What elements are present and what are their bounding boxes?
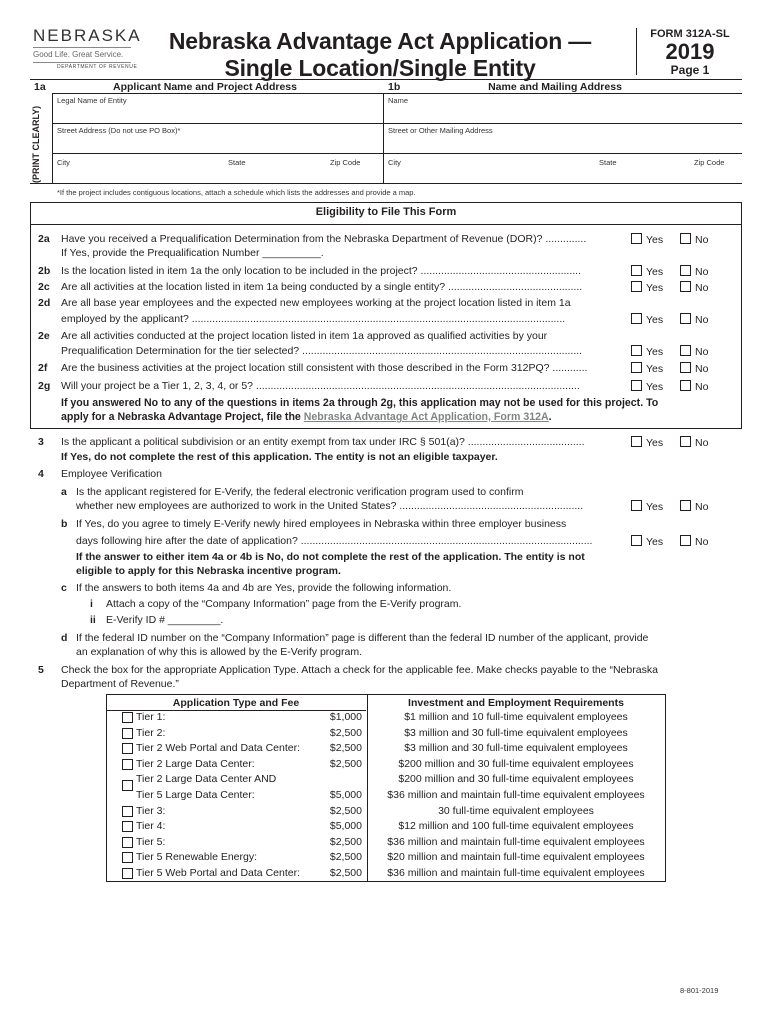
q4a-letter: a [61, 486, 67, 498]
yes-label: Yes [646, 314, 664, 326]
investment-requirement: $3 million and 30 full-time equivalent employees [404, 742, 628, 755]
yes-label: Yes [646, 282, 664, 294]
application-type-checkbox[interactable] [122, 743, 133, 754]
application-type-checkbox[interactable] [122, 806, 133, 817]
q4b-text-2: days following hire after the date of application? .................................................................................................... [76, 535, 593, 547]
q2a-no-checkbox[interactable] [680, 233, 691, 244]
yes-label: Yes [646, 346, 664, 358]
q4d-text-1: If the federal ID number on the “Company Information” page is different than the federal ID number of the applicant, provide [76, 632, 649, 644]
q2b-yes-checkbox[interactable] [631, 265, 642, 276]
q4a-text-2: whether new employees are authorized to work in the United States? ............................................................... [76, 500, 584, 512]
application-fee: $2,500 [329, 804, 362, 817]
q2f-text: Are the business activities at the project location still consistent with those described in the Form 312PQ? ............ [61, 362, 588, 374]
investment-requirement: $36 million and maintain full-time equivalent employees [387, 789, 645, 801]
application-type-label: Tier 1: [136, 711, 166, 723]
q2g-text: Will your project be a Tier 1, 2, 3, 4, or 5? ............................................................................................................... [61, 380, 580, 392]
q2d-yes[interactable] [631, 313, 663, 326]
section-1a-heading: Applicant Name and Project Address [113, 81, 297, 93]
q4c-ii-text: E-Verify ID # _________. [106, 614, 224, 626]
state-label-1a: State [228, 158, 246, 167]
q5-text-1: Check the box for the appropriate Application Type. Attach a check for the applicable fee. Make checks payable to the “Nebraska [61, 664, 658, 676]
investment-requirement: 30 full-time equivalent employees [438, 804, 594, 817]
investment-requirement: $12 million and 100 full-time equivalent employees [398, 820, 634, 833]
investment-requirement: $200 million and 30 full-time equivalent employees [398, 773, 634, 786]
q2g-yes[interactable] [631, 380, 663, 393]
city-label-1a: City [57, 158, 70, 167]
q2c-text: Are all activities at the location listed in item 1a being conducted by a single entity? .............................................. [61, 281, 583, 293]
q4a-text-1: Is the applicant registered for E-Verify, the federal electronic verification program used to confirm [76, 486, 524, 498]
q4a-no[interactable] [680, 500, 708, 513]
eligibility-warning-1: If you answered No to any of the questions in items 2a through 2g, this application may not be used for this project. To [61, 397, 659, 409]
form-year: 2019 [665, 39, 715, 64]
row2-rule [52, 153, 742, 154]
fee-col-type-header: Application Type and Fee [172, 697, 300, 709]
q3-yes[interactable] [631, 436, 663, 449]
q2e-no[interactable] [680, 345, 708, 358]
q5-text-2: Department of Revenue.” [61, 678, 179, 690]
q4c-i-text: Attach a copy of the “Company Information” page from the E-Verify program. [106, 598, 462, 610]
q2f-no[interactable] [680, 362, 708, 375]
q4b-text-1: If Yes, do you agree to timely E-Verify newly hired employees in Nebraska within three employer business [76, 518, 567, 530]
q2d-text-1: Are all base year employees and the expected new employees working at the project location listed in item 1a [61, 297, 571, 309]
application-type-label: Tier 2 Web Portal and Data Center: [136, 742, 300, 755]
q4a-no-checkbox[interactable] [680, 500, 691, 511]
header-divider [636, 28, 637, 75]
q2d-no-checkbox[interactable] [680, 313, 691, 324]
investment-requirement: $20 million and maintain full-time equivalent employees [387, 851, 645, 864]
q4-number: 4 [38, 468, 44, 480]
city-state-zip-field-1a[interactable] [53, 168, 382, 182]
yes-label: Yes [646, 266, 664, 278]
q4b-no[interactable] [680, 535, 708, 548]
q2a-yes[interactable] [631, 233, 663, 246]
application-type-label: Tier 2 Large Data Center: [136, 757, 255, 770]
investment-requirement: $36 million and maintain full-time equivalent employees [387, 835, 645, 848]
q2g-yes-checkbox[interactable] [631, 380, 642, 391]
application-type-checkbox[interactable] [122, 728, 133, 739]
application-type-label: Tier 5 Web Portal and Data Center: [136, 867, 300, 879]
application-fee: $2,500 [329, 867, 362, 879]
application-type-checkbox[interactable] [122, 759, 133, 770]
q2e-number: 2e [38, 330, 50, 342]
yes-label: Yes [646, 234, 664, 246]
application-type-checkbox[interactable] [122, 780, 133, 791]
q4d-letter: d [61, 632, 68, 644]
q2f-number: 2f [38, 362, 48, 374]
application-fee: $1,000 [329, 711, 362, 723]
no-label: No [695, 282, 709, 294]
q2d-text-2: employed by the applicant? ................................................................................................................................ [61, 313, 566, 325]
application-type-label: Tier 2 Large Data Center AND [136, 773, 277, 786]
section1-top-rule [30, 79, 742, 80]
address-footnote: *If the project includes contiguous locations, attach a schedule which lists the addresses and provide a map. [57, 188, 416, 197]
q2a-number: 2a [38, 233, 50, 245]
q3-no-checkbox[interactable] [680, 436, 691, 447]
application-type-checkbox[interactable] [122, 712, 133, 723]
yes-label: Yes [646, 363, 664, 375]
q2a-no[interactable] [680, 233, 708, 246]
logo-rule [33, 47, 131, 48]
application-fee: $5,000 [329, 789, 362, 801]
title-line-1: Nebraska Advantage Act Application — [168, 28, 592, 54]
application-type-checkbox[interactable] [122, 821, 133, 832]
form-312a-link[interactable]: Nebraska Advantage Act Application, Form 312A [303, 411, 549, 423]
investment-requirement: $200 million and 30 full-time equivalent employees [398, 757, 634, 770]
yes-label: Yes [646, 501, 664, 513]
eligibility-heading-rule [30, 224, 742, 225]
q2g-no[interactable] [680, 380, 708, 393]
no-label: No [695, 346, 709, 358]
no-label: No [695, 234, 709, 246]
q3-no[interactable] [680, 436, 708, 449]
section-1b-number: 1b [388, 81, 401, 93]
q2a-prequal-line: If Yes, provide the Prequalification Number __________. [61, 247, 324, 259]
warning-prefix: apply for a Nebraska Advantage Project, file the [61, 411, 304, 423]
yes-label: Yes [646, 437, 664, 449]
q3-number: 3 [38, 436, 44, 448]
row1-rule [52, 123, 742, 124]
form-number: FORM 312A-SL [650, 28, 730, 40]
q2d-number: 2d [38, 297, 51, 309]
application-fee: $2,500 [329, 851, 362, 864]
yes-label: Yes [646, 381, 664, 393]
q2c-number: 2c [38, 281, 50, 293]
q4-title: Employee Verification [61, 468, 162, 480]
q4a-yes-checkbox[interactable] [631, 500, 642, 511]
eligibility-left-border [30, 224, 31, 428]
q2c-no-checkbox[interactable] [680, 281, 691, 292]
no-label: No [695, 314, 709, 326]
q2b-number: 2b [38, 265, 51, 277]
application-type-checkbox[interactable] [122, 837, 133, 848]
investment-requirement: $1 million and 10 full-time equivalent employees [404, 711, 628, 723]
q2g-no-checkbox[interactable] [680, 380, 691, 391]
application-type-label: Tier 3: [136, 804, 166, 817]
section1-heading-rule [52, 93, 742, 94]
no-label: No [695, 536, 709, 548]
section-1a-number: 1a [34, 81, 46, 93]
q3-text: Is the applicant a political subdivision or an entity exempt from tax under IRC § 501(a)? ........................................ [61, 436, 585, 448]
logo-rule-2 [33, 62, 131, 63]
street-address-label: Street Address (Do not use PO Box)* [57, 126, 181, 135]
q4c-ii-numeral: ii [90, 614, 96, 626]
name-field[interactable] [384, 106, 740, 123]
q3-instruction: If Yes, do not complete the rest of this application. The entity is not an eligible taxpayer. [61, 451, 498, 463]
eligibility-warning-2 [61, 411, 552, 423]
legal-name-label: Legal Name of Entity [57, 96, 127, 105]
q4b-yes[interactable] [631, 535, 663, 548]
yes-label: Yes [646, 536, 664, 548]
logo-tagline: Good Life. Great Service. [33, 50, 124, 59]
q2c-yes[interactable] [631, 281, 663, 294]
logo-word: NEBRASKA [33, 26, 142, 45]
q4c-text: If the answers to both items 4a and 4b are Yes, provide the following information. [76, 582, 452, 594]
q4b-no-checkbox[interactable] [680, 535, 691, 546]
q2f-yes-checkbox[interactable] [631, 362, 642, 373]
zip-label-1a: Zip Code [330, 158, 361, 167]
q2g-number: 2g [38, 380, 51, 392]
city-label-1b: City [388, 158, 401, 167]
q2e-text-1: Are all activities conducted at the project location listed in item 1a approved as qualified activities by your [61, 330, 548, 342]
investment-requirement: $36 million and maintain full-time equivalent employees [387, 867, 645, 879]
application-type-label: Tier 4: [136, 820, 166, 833]
q2b-yes[interactable] [631, 265, 663, 278]
q4-warning-1: If the answer to either item 4a or 4b is No, do not complete the rest of the application. The entity is not [76, 551, 585, 563]
form-title [150, 28, 610, 82]
q2d-no[interactable] [680, 313, 708, 326]
nebraska-logo [33, 26, 153, 70]
no-label: No [695, 501, 709, 513]
name-label: Name [388, 96, 409, 105]
city-state-zip-field-1b[interactable] [384, 168, 740, 182]
q2b-no[interactable] [680, 265, 708, 278]
q2f-yes[interactable] [631, 362, 663, 375]
q4b-yes-checkbox[interactable] [631, 535, 642, 546]
q4c-i-numeral: i [90, 598, 93, 610]
fee-col-req-header: Investment and Employment Requirements [408, 697, 624, 709]
no-label: No [695, 437, 709, 449]
application-fee: $2,500 [329, 726, 362, 739]
q5-number: 5 [38, 664, 44, 676]
application-type-label: Tier 2: [136, 726, 166, 739]
application-fee: $2,500 [329, 835, 362, 848]
q2d-yes-checkbox[interactable] [631, 313, 642, 324]
form-id-block [640, 28, 740, 77]
logo-dept: DEPARTMENT OF REVENUE [57, 64, 138, 70]
q2a-text: Have you received a Prequalification Determination from the Nebraska Department of Revenue (DOR)? .............. [61, 233, 587, 245]
section1-bottom-rule [30, 183, 742, 184]
q2f-no-checkbox[interactable] [680, 362, 691, 373]
q4c-letter: c [61, 582, 67, 594]
no-label: No [695, 266, 709, 278]
application-type-label: Tier 5 Large Data Center: [136, 789, 255, 801]
investment-requirement: $3 million and 30 full-time equivalent employees [404, 726, 628, 739]
zip-label-1b: Zip Code [694, 158, 725, 167]
print-clearly-label: (PRINT CLEARLY) [31, 105, 41, 183]
q4d-text-2: an explanation of why this is allowed by the E-Verify program. [76, 646, 362, 658]
street-address-field[interactable] [53, 136, 382, 153]
q4-warning-2: eligible to apply for this Nebraska incentive program. [76, 565, 341, 577]
q4a-yes[interactable] [631, 500, 663, 513]
street-mailing-label: Street or Other Mailing Address [388, 126, 493, 135]
legal-name-field[interactable] [53, 106, 382, 123]
application-type-checkbox[interactable] [122, 868, 133, 879]
street-mailing-field[interactable] [384, 136, 740, 153]
section-1b-heading: Name and Mailing Address [488, 81, 622, 93]
q2e-yes[interactable] [631, 345, 663, 358]
warning-period: . [548, 411, 552, 423]
q2e-text-2: Prequalification Determination for the tier selected? ................................................................................................ [61, 345, 583, 357]
q3-yes-checkbox[interactable] [631, 436, 642, 447]
q2e-yes-checkbox[interactable] [631, 345, 642, 356]
application-fee: $2,500 [329, 742, 362, 755]
eligibility-heading: Eligibility to File This Form [315, 206, 457, 218]
state-label-1b: State [599, 158, 617, 167]
no-label: No [695, 363, 709, 375]
eligibility-right-border [741, 224, 742, 428]
application-type-checkbox[interactable] [122, 852, 133, 863]
q2a-yes-checkbox[interactable] [631, 233, 642, 244]
q2e-no-checkbox[interactable] [680, 345, 691, 356]
q4b-letter: b [61, 518, 68, 530]
application-type-label: Tier 5: [136, 835, 166, 848]
q2b-text: Is the location listed in item 1a the only location to be included in the project? ....................................................... [61, 265, 582, 277]
eligibility-bottom-rule [30, 428, 742, 429]
title-line-2: Single Location/Single Entity [224, 55, 536, 81]
application-type-label: Tier 5 Renewable Energy: [136, 851, 258, 864]
application-fee: $2,500 [329, 757, 362, 770]
page-number: Page 1 [670, 63, 710, 77]
q2c-yes-checkbox[interactable] [631, 281, 642, 292]
no-label: No [695, 381, 709, 393]
application-fee: $5,000 [329, 820, 362, 833]
form-code: 8-801-2019 [680, 986, 719, 995]
q2b-no-checkbox[interactable] [680, 265, 691, 276]
q2c-no[interactable] [680, 281, 708, 294]
